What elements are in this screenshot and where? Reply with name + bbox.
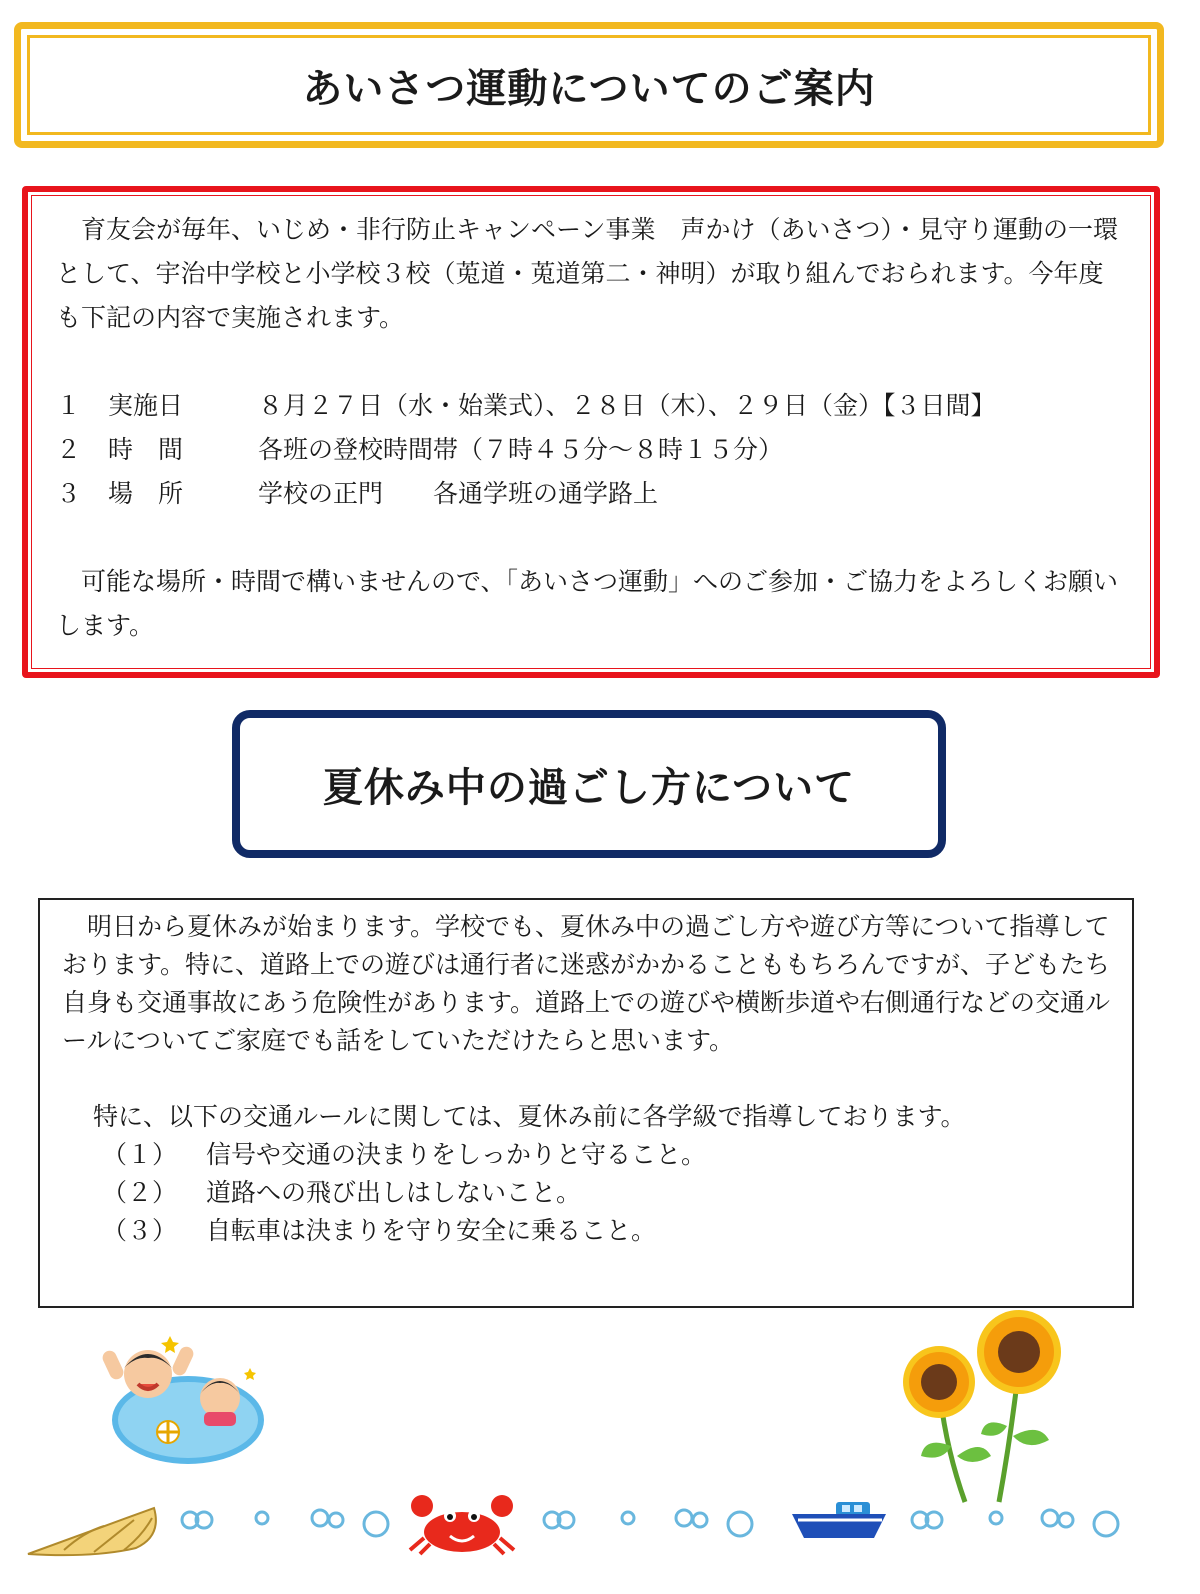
seashell-icon	[24, 1496, 164, 1560]
item-value: 各班の登校時間帯（７時４５分～８時１５分）	[258, 435, 784, 464]
rule-text: 道路への飛び出しはしないこと。	[206, 1178, 582, 1207]
traffic-rule	[62, 1174, 1112, 1212]
item-number: ２	[56, 435, 82, 464]
greeting-item	[56, 384, 1128, 428]
rules-intro: 特に、以下の交通ルールに関しては、夏休み前に各学級で指導しております。	[93, 1102, 966, 1131]
item-value: ８月２７日（水・始業式）、２８日（木）、２９日（金）【３日間】	[258, 391, 996, 420]
item-label: 時 間	[108, 435, 184, 464]
item-value: 学校の正門 各通学班の通学路上	[258, 479, 659, 508]
greeting-closing: 可能な場所・時間で構いませんので、「あいさつ運動」へのご参加・ご協力をよろしくお願いします。	[56, 567, 1119, 640]
rule-number: （１）	[102, 1140, 178, 1169]
traffic-rule	[62, 1212, 1112, 1250]
summer-body: 明日から夏休みが始まります。学校でも、夏休み中の過ごし方や遊び方等について指導しております。特に、道路上での遊びは通行者に迷惑がかかることももちろんですが、子どもたち自身も交通事故にあう危険性があります。道路上での遊びや横断歩道や右側通行などの交通ルールについてご家庭でも話をしていただけたらと思います。	[62, 912, 1111, 1055]
rule-number: （２）	[102, 1178, 178, 1207]
greeting-intro: 育友会が毎年、いじめ・非行防止キャンペーン事業 声かけ（あいさつ）・見守り運動の一環として、宇治中学校と小学校３校（莵道・莵道第二・神明）が取り組んでおられます。今年度も下記の内容で実施されます。	[56, 215, 1119, 332]
rule-text: 自転車は決まりを守り安全に乗ること。	[206, 1216, 657, 1245]
rule-number: （３）	[102, 1216, 178, 1245]
summer-title: 夏休み中の過ごし方について	[322, 764, 856, 811]
sunflowers-icon	[895, 1306, 1075, 1506]
greeting-item	[56, 428, 1128, 472]
item-label: 場 所	[108, 479, 184, 508]
item-label: 実施日	[108, 391, 184, 420]
boat-icon	[790, 1496, 890, 1546]
greeting-item	[56, 472, 1128, 516]
greeting-title: あいさつ運動についてのご案内	[302, 65, 876, 112]
rule-text: 信号や交通の決まりをしっかりと守ること。	[206, 1140, 707, 1169]
item-number: ３	[56, 479, 82, 508]
greeting-title-box	[14, 22, 1164, 148]
summer-body-box	[38, 898, 1134, 1308]
summer-title-box	[232, 710, 946, 858]
crab-icon	[406, 1492, 518, 1556]
greeting-notice-box	[22, 186, 1160, 678]
item-number: １	[56, 391, 82, 420]
bubbles-icon	[170, 1500, 1130, 1550]
traffic-rule	[62, 1136, 1112, 1174]
kids-swimming-icon	[100, 1328, 270, 1468]
